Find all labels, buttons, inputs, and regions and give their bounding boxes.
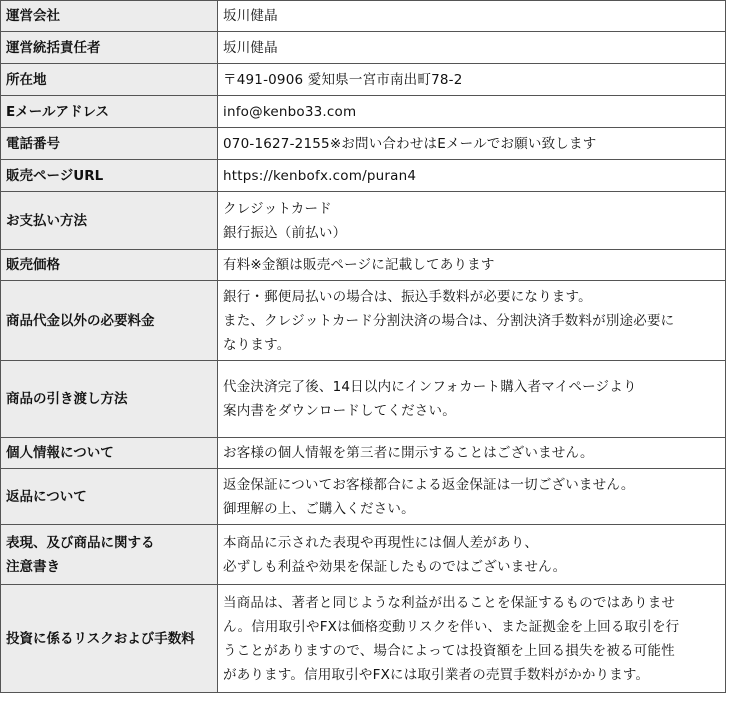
row-label: 電話番号 — [1, 128, 218, 160]
row-value — [218, 96, 726, 128]
row-label: 表現、及び商品に関する 注意書き — [1, 525, 218, 585]
row-value: 代金決済完了後、14日以内にインフォカート購入者マイページより 案内書をダウンロードしてください。 — [218, 361, 726, 438]
row-label: 所在地 — [1, 64, 218, 96]
row-value: 坂川健晶 — [218, 32, 726, 64]
row-label: 商品代金以外の必要料金 — [1, 281, 218, 361]
table-row-email — [1, 96, 726, 128]
table-row-delivery — [1, 361, 726, 438]
table-row-additional-fees — [1, 281, 726, 361]
row-label: 販売価格 — [1, 250, 218, 281]
table-row-privacy — [1, 438, 726, 469]
table-row-phone — [1, 128, 726, 160]
row-label: 個人情報について — [1, 438, 218, 469]
table-row-manager — [1, 32, 726, 64]
table-row-company — [1, 1, 726, 32]
table-row-investment-risk — [1, 585, 726, 693]
table-row-disclaimer — [1, 525, 726, 585]
row-label: 運営会社 — [1, 1, 218, 32]
row-value: 〒491-0906 愛知県一宮市南出町78-2 — [218, 64, 726, 96]
row-value: 返金保証についてお客様都合による返金保証は一切ございません。 御理解の上、ご購入ください。 — [218, 469, 726, 525]
row-label: 投資に係るリスクおよび手数料 — [1, 585, 218, 693]
sales-page-link[interactable]: https://kenbofx.com/puran4 — [223, 167, 417, 184]
row-value — [218, 160, 726, 192]
row-label: Eメールアドレス — [1, 96, 218, 128]
row-label: 返品について — [1, 469, 218, 525]
row-value: 070-1627-2155※お問い合わせはEメールでお願い致します — [218, 128, 726, 160]
table-row-price — [1, 250, 726, 281]
row-label: 商品の引き渡し方法 — [1, 361, 218, 438]
row-label: お支払い方法 — [1, 192, 218, 250]
row-value: クレジットカード 銀行振込（前払い） — [218, 192, 726, 250]
table-row-payment-method — [1, 192, 726, 250]
table-row-address — [1, 64, 726, 96]
row-value: 本商品に示された表現や再現性には個人差があり、 必ずしも利益や効果を保証したものではございません。 — [218, 525, 726, 585]
row-value: 銀行・郵便局払いの場合は、振込手数料が必要になります。 また、クレジットカード分割決済の場合は、分割決済手数料が別途必要に なります。 — [218, 281, 726, 361]
row-label: 運営統括責任者 — [1, 32, 218, 64]
row-value: お客様の個人情報を第三者に開示することはございません。 — [218, 438, 726, 469]
email-link[interactable]: info@kenbo33.com — [223, 103, 357, 120]
row-label: 販売ページURL — [1, 160, 218, 192]
row-value: 当商品は、著者と同じような利益が出ることを保証するものではありませ ん。信用取引やFXは価格変動リスクを伴い、また証拠金を上回る取引を行 うことがありますので、場合によっては投資額を上回る損失を被る可能性 があります。信用取引やFXには取引業者の売買手数料がかかります。 — [218, 585, 726, 693]
row-value: 有料※金額は販売ページに記載してあります — [218, 250, 726, 281]
table-row-sales-url — [1, 160, 726, 192]
row-value: 坂川健晶 — [218, 1, 726, 32]
table-row-returns — [1, 469, 726, 525]
